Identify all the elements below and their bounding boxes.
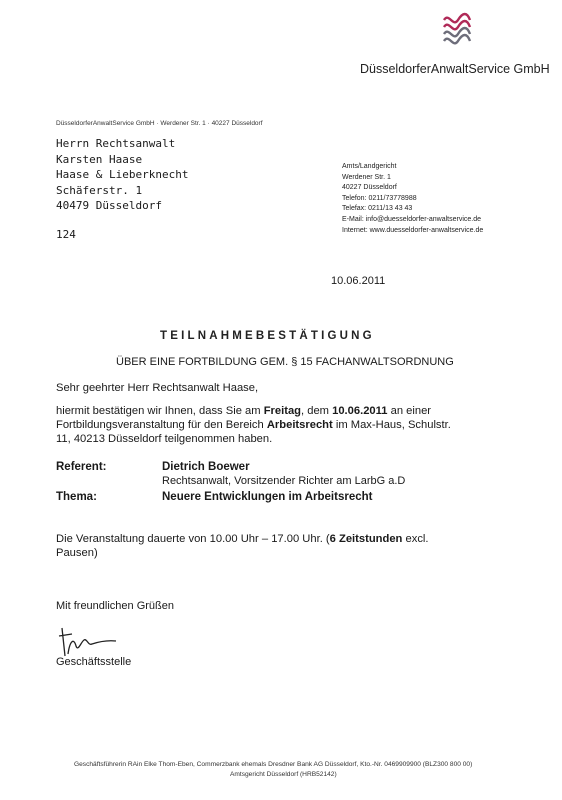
contact-block bbox=[342, 162, 483, 236]
duration-hours: 6 Zeitstunden bbox=[329, 533, 403, 545]
event-day: Freitag bbox=[263, 405, 302, 417]
event-date: 10.06.2011 bbox=[332, 405, 388, 417]
waves-logo-icon bbox=[440, 8, 474, 46]
closing: Mit freundlichen Grüßen bbox=[56, 600, 174, 612]
recipient-line: Karsten Haase bbox=[56, 152, 143, 166]
legal-area: Arbeitsrecht bbox=[266, 419, 333, 431]
document-subtitle: ÜBER EINE FORTBILDUNG GEM. § 15 FACHANWALTSORDNUNG bbox=[116, 356, 454, 368]
contact-line: Telefon: 0211/73778988 bbox=[342, 194, 417, 202]
reference-number: 124 bbox=[56, 228, 76, 241]
footer-line: Amtsgericht Düsseldorf (HRB52142) bbox=[230, 771, 337, 778]
contact-line: Werdener Str. 1 bbox=[342, 173, 391, 181]
thema-value: Neuere Entwicklungen im Arbeitsrecht bbox=[162, 491, 373, 503]
sender-line: DüsseldorferAnwaltService GmbH · Werdener Str. 1 · 40227 Düsseldorf bbox=[56, 120, 263, 127]
recipient-line: 40479 Düsseldorf bbox=[56, 199, 162, 212]
paragraph-confirmation: hiermit bestätigen wir Ihnen, dass Sie am Freitag, dem 10.06.2011 an einer Fortbildungsveranstaltung für den Bereich Arbeitsrecht im Max-Haus, Schulstr. 11, 40213 Düsseldorf teilgenommen haben. bbox=[56, 405, 451, 445]
signature-block: Geschäftsstelle bbox=[56, 656, 132, 668]
recipient-line: Haase & Lieberknecht bbox=[56, 168, 189, 181]
thema-label: Thema: bbox=[56, 491, 97, 503]
recipient-address bbox=[56, 136, 188, 214]
contact-line: Telefax: 0211/13 43 43 bbox=[342, 205, 413, 213]
recipient-line: Schäferstr. 1 bbox=[56, 183, 143, 197]
referent-name: Dietrich Boewer bbox=[162, 461, 250, 473]
referent-label: Referent: bbox=[56, 461, 107, 473]
paragraph-duration: Die Veranstaltung dauerte von 10.00 Uhr – 17.00 Uhr. (6 Zeitstunden excl. Pausen) bbox=[56, 533, 429, 559]
company-name: DüsseldorferAnwaltService GmbH bbox=[360, 62, 550, 76]
document-title: TEILNAHMEBESTÄTIGUNG bbox=[160, 330, 375, 342]
contact-line: Internet: www.duesseldorfer-anwaltservice.de bbox=[342, 226, 484, 234]
letter-date: 10.06.2011 bbox=[331, 275, 386, 287]
referent-title: Rechtsanwalt, Vorsitzender Richter am LarbG a.D bbox=[162, 475, 406, 487]
contact-line: Amts/Landgericht bbox=[342, 163, 397, 170]
contact-line: E-Mail: info@duesseldorfer-anwaltservice.de bbox=[342, 215, 481, 223]
salutation: Sehr geehrter Herr Rechtsanwalt Haase, bbox=[56, 382, 259, 394]
footer-line: Geschäftsführerin RAin Elke Thom-Eben, Commerzbank ehemals Dresdner Bank AG Düsseldorf, Kto.-Nr. 0469909900 (BLZ300 800 00) bbox=[74, 761, 473, 768]
recipient-line: Herrn Rechtsanwalt bbox=[56, 137, 176, 150]
contact-line: 40227 Düsseldorf bbox=[342, 184, 397, 192]
